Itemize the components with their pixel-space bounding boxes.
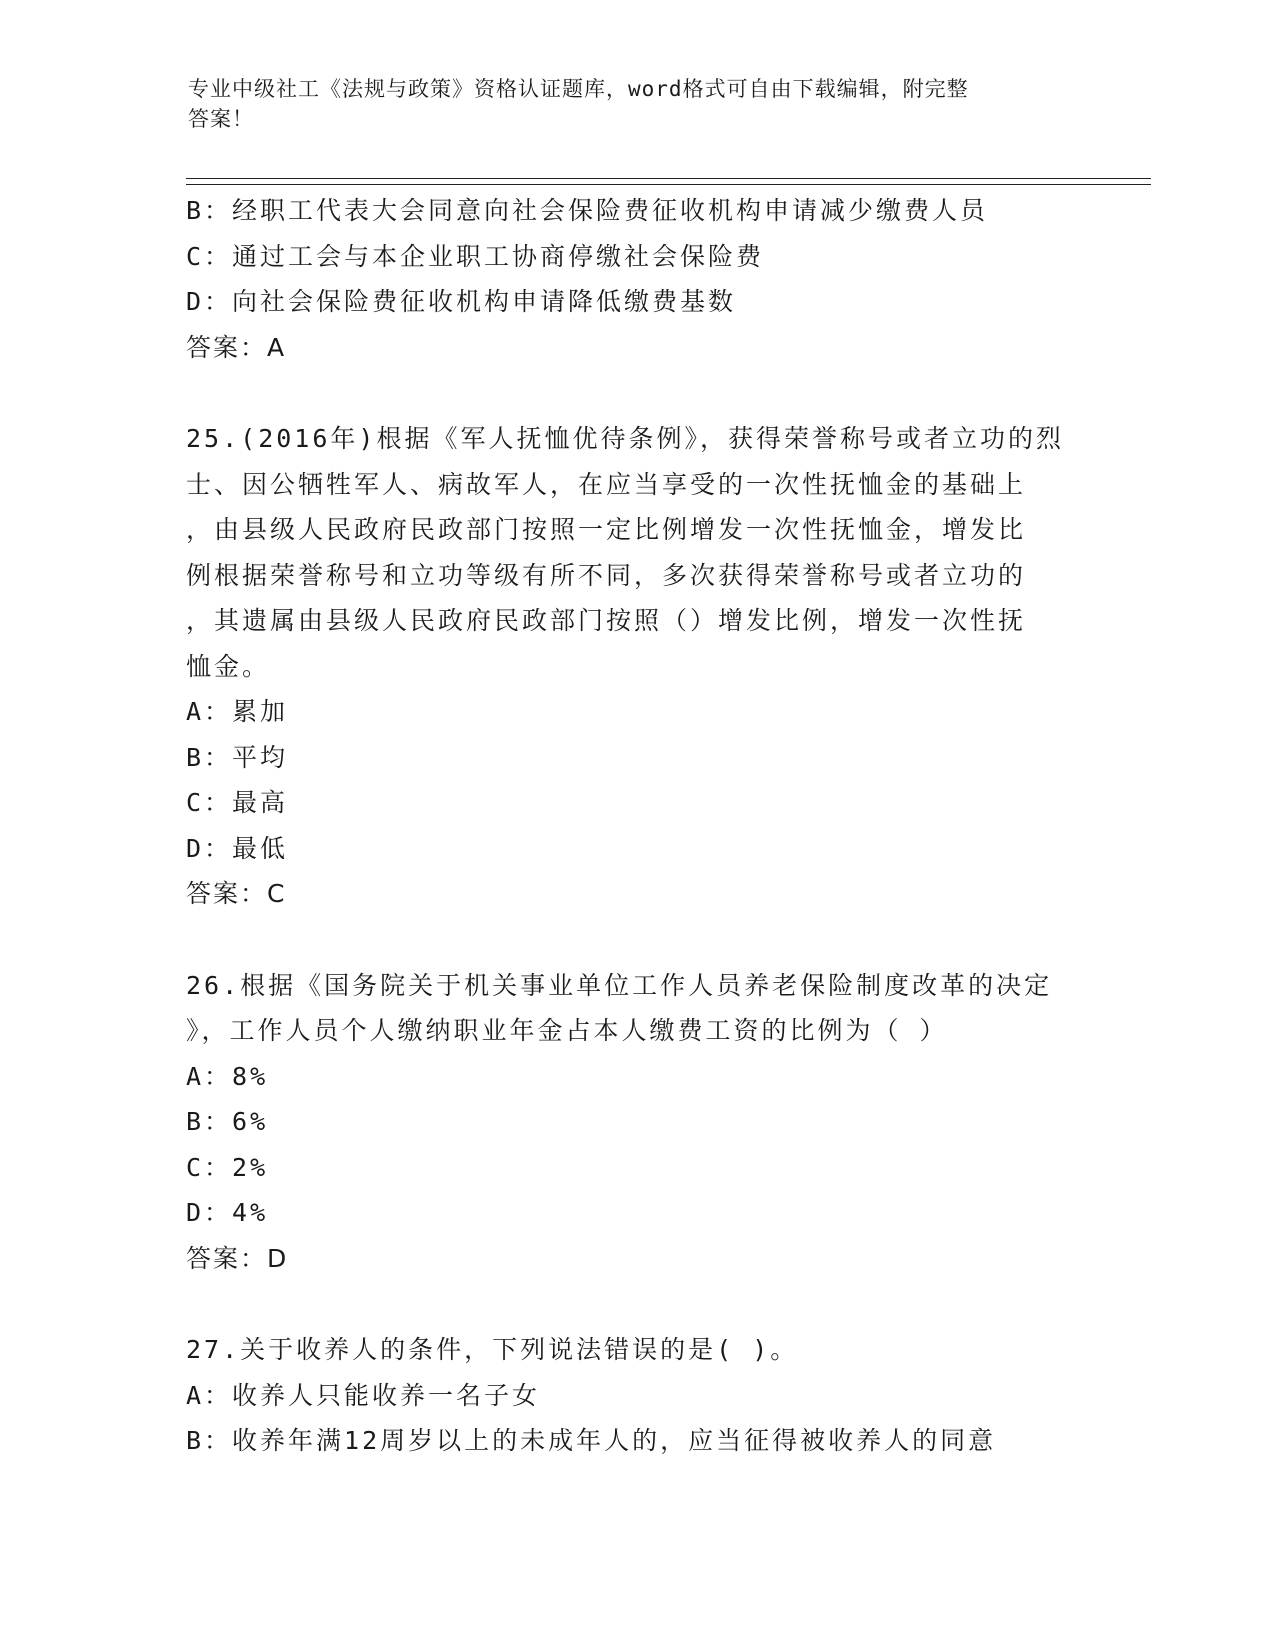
question-stem-line: 》，工作人员个人缴纳职业年金占本人缴费工资的比例为（ ） bbox=[186, 1016, 948, 1045]
question-gap bbox=[186, 917, 1086, 963]
question-gap bbox=[186, 1281, 1086, 1327]
header-line-2: 答案！ bbox=[188, 107, 254, 131]
header-divider-thin bbox=[186, 184, 1151, 185]
document-header bbox=[188, 74, 1068, 134]
option-d: D：最低 bbox=[186, 833, 289, 863]
question-stem-line: 士、因公牺牲军人、病故军人，在应当享受的一次性抚恤金的基础上 bbox=[186, 469, 1027, 499]
option-c: C：通过工会与本企业职工协商停缴社会保险费 bbox=[186, 241, 765, 271]
option-d: D：4% bbox=[186, 1198, 269, 1227]
question-list bbox=[186, 188, 1086, 1464]
question-24-tail bbox=[186, 188, 1086, 370]
option-b: B：平均 bbox=[186, 742, 289, 772]
option-b: B：6% bbox=[186, 1107, 269, 1136]
answer-line: 答案：D bbox=[186, 1243, 289, 1273]
question-stem-line: 25.(2016年)根据《军人抚恤优待条例》，获得荣誉称号或者立功的烈 bbox=[186, 424, 1064, 453]
question-stem-line: ，由县级人民政府民政部门按照一定比例增发一次性抚恤金，增发比 bbox=[186, 515, 1027, 544]
header-line-1: 专业中级社工《法规与政策》资格认证题库，word格式可自由下载编辑，附完整 bbox=[188, 77, 969, 101]
option-c: C：最高 bbox=[186, 788, 289, 817]
question-stem-line: 例根据荣誉称号和立功等级有所不同，多次获得荣誉称号或者立功的 bbox=[186, 560, 1027, 590]
question-27 bbox=[186, 1327, 1086, 1464]
answer-line: 答案：A bbox=[186, 332, 287, 362]
question-25 bbox=[186, 416, 1086, 917]
option-b: B：收养年满12周岁以上的未成年人的，应当征得被收养人的同意 bbox=[186, 1426, 997, 1455]
header-divider-thick bbox=[186, 178, 1151, 179]
option-a: A：8% bbox=[186, 1061, 269, 1091]
question-gap bbox=[186, 370, 1086, 416]
question-stem-line: 26.根据《国务院关于机关事业单位工作人员养老保险制度改革的决定 bbox=[186, 970, 1053, 1000]
option-a: A：收养人只能收养一名子女 bbox=[186, 1380, 541, 1410]
question-stem-line: ，其遗属由县级人民政府民政部门按照（）增发比例，增发一次性抚 bbox=[186, 606, 1027, 635]
option-b: B：经职工代表大会同意向社会保险费征收机构申请减少缴费人员 bbox=[186, 196, 989, 225]
option-d: D：向社会保险费征收机构申请降低缴费基数 bbox=[186, 287, 737, 316]
option-a: A：累加 bbox=[186, 697, 289, 726]
question-stem-line: 27.关于收养人的条件，下列说法错误的是( )。 bbox=[186, 1335, 799, 1364]
option-c: C：2% bbox=[186, 1152, 269, 1182]
question-26 bbox=[186, 963, 1086, 1282]
answer-line: 答案：C bbox=[186, 879, 287, 908]
question-stem-line: 恤金。 bbox=[186, 651, 271, 681]
